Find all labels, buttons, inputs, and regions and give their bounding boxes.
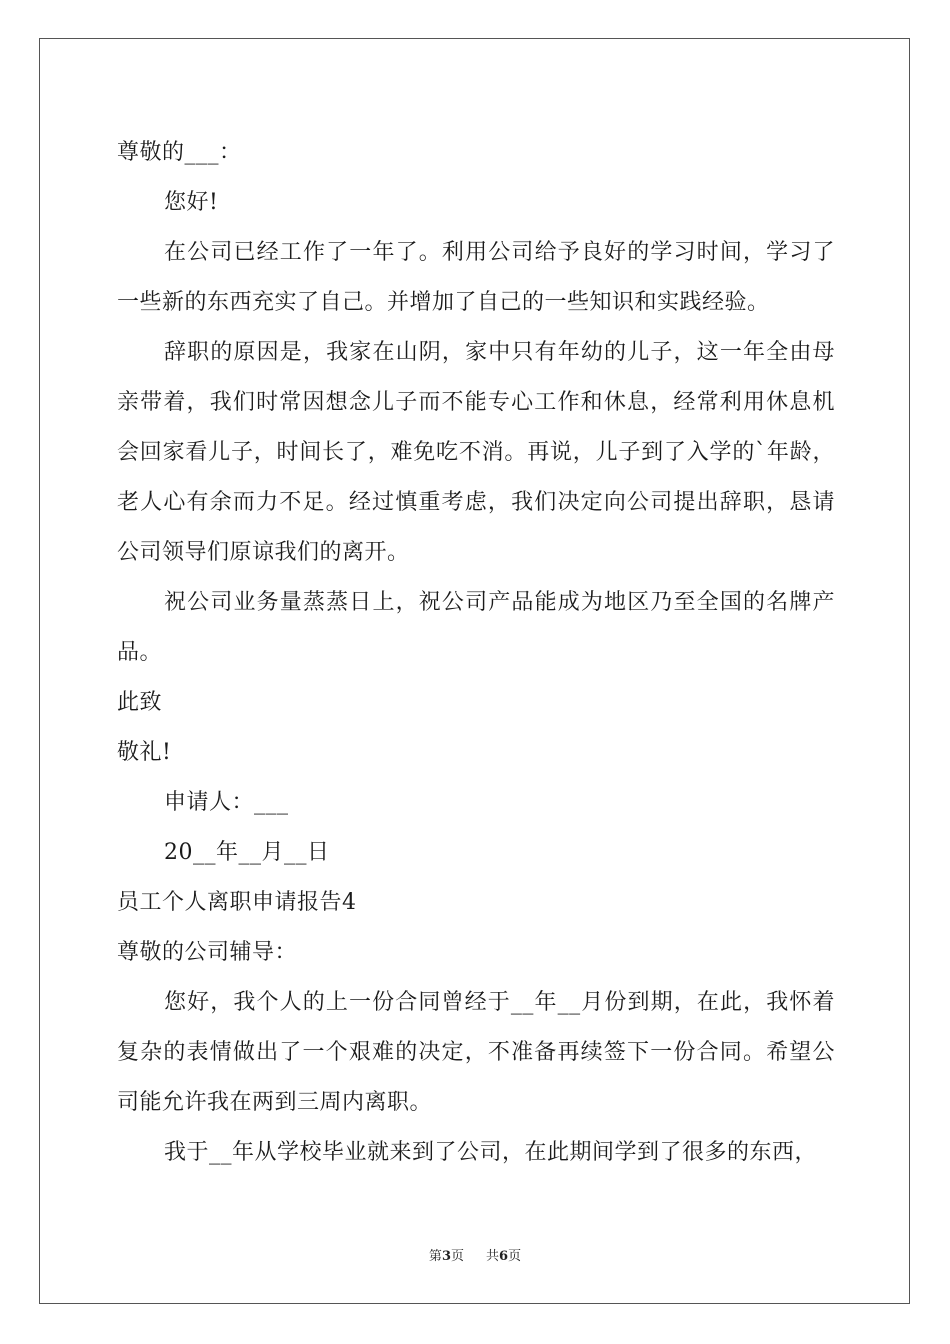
total-pages: 6 (499, 1249, 509, 1264)
applicant-line: 申请人：___ (164, 790, 289, 815)
page-footer (0, 1248, 950, 1266)
paragraph-wishes: 祝公司业务量蒸蒸日上，祝公司产品能成为地区乃至全国的名牌产品。 (117, 590, 835, 665)
paragraph-graduation: 我于__年从学校毕业就来到了公司，在此期间学到了很多的东西， (164, 1140, 818, 1165)
page-number: 3 (441, 1249, 451, 1264)
total-suffix: 页 (508, 1249, 522, 1264)
page-suffix: 页 (450, 1249, 464, 1264)
total-prefix: 共 (486, 1249, 500, 1264)
salutation-2: 尊敬的公司辅导： (117, 940, 298, 965)
paragraph-contract: 您好，我个人的上一份合同曾经于__年__月份到期，在此，我怀着复杂的表情做出了一个艰难的决定，不准备再续签下一份合同。希望公司能允许我在两到三周内离职。 (117, 990, 835, 1115)
salutation: 尊敬的___： (117, 140, 242, 165)
document-body (117, 128, 835, 1178)
paragraph-work-experience: 在公司已经工作了一年了。利用公司给予良好的学习时间，学习了一些新的东西充实了自己。并增加了自己的一些知识和实践经验。 (117, 240, 835, 315)
page-prefix: 第 (428, 1249, 442, 1264)
greeting: 您好! (164, 190, 219, 215)
date-line: 20__年__月__日 (164, 840, 330, 865)
paragraph-resignation-reason: 辞职的原因是，我家在山阴，家中只有年幼的儿子，这一年全由母亲带着，我们时常因想念儿子而不能专心工作和休息，经常利用休息机会回家看儿子，时间长了，难免吃不消。再说，儿子到了入学的`年龄，老人心有余而力不足。经过慎重考虑，我们决定向公司提出辞职，恳请公司领导们原谅我们的离开。 (117, 340, 835, 565)
section-heading: 员工个人离职申请报告4 (117, 890, 357, 915)
closing-line: 此致 (117, 690, 163, 715)
closing-salute: 敬礼! (117, 740, 172, 765)
